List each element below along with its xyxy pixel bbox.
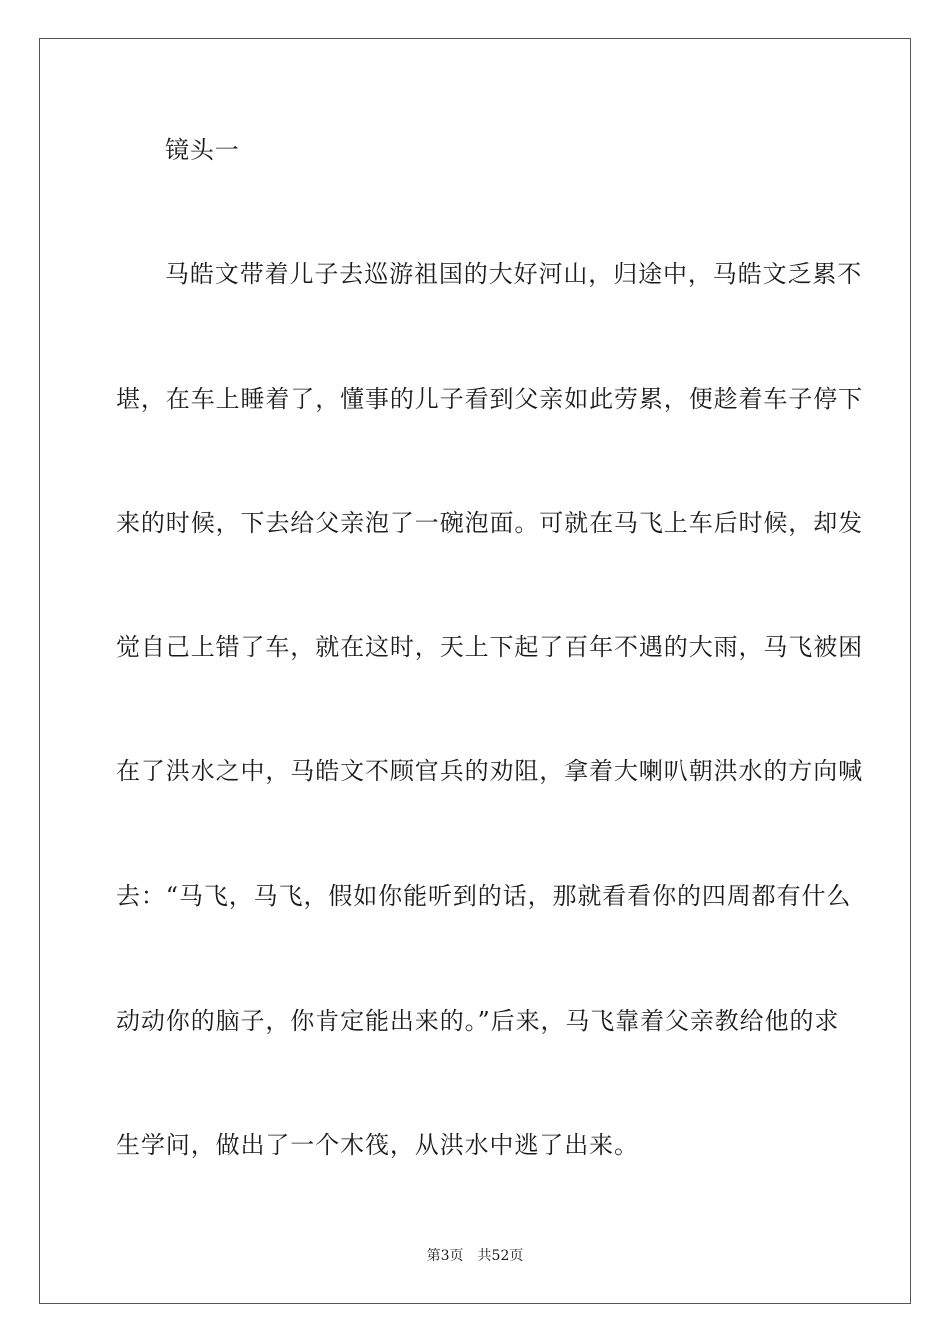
page-footer (0, 1246, 950, 1266)
paragraph-line: 觉自己上错了车，就在这时，天上下起了百年不遇的大雨，马飞被困 (116, 633, 863, 661)
paragraph-line: 马皓文带着儿子去巡游祖国的大好河山，归途中，马皓文乏累不 (165, 260, 863, 288)
paragraph-line: 生学问，做出了一个木筏，从洪水中逃了出来。 (116, 1131, 639, 1159)
page-total: 共52页 (477, 1248, 524, 1264)
page-number: 第3页 (426, 1248, 464, 1264)
paragraph-line: 去：“马飞，马飞，假如你能听到的话，那就看看你的四周都有什么 (116, 882, 852, 910)
paragraph-line: 动动你的脑子，你肯定能出来的。”后来，马飞靠着父亲教给他的求 (116, 1007, 840, 1035)
paragraph-line: 来的时候，下去给父亲泡了一碗泡面。可就在马飞上车后时候，却发 (116, 509, 863, 537)
section-heading: 镜头一 (165, 136, 240, 164)
paragraph-line: 在了洪水之中，马皓文不顾官兵的劝阻，拿着大喇叭朝洪水的方向喊 (116, 757, 863, 785)
paragraph-line: 堪，在车上睡着了，懂事的儿子看到父亲如此劳累，便趁着车子停下 (116, 385, 863, 413)
page-border (39, 38, 911, 1304)
